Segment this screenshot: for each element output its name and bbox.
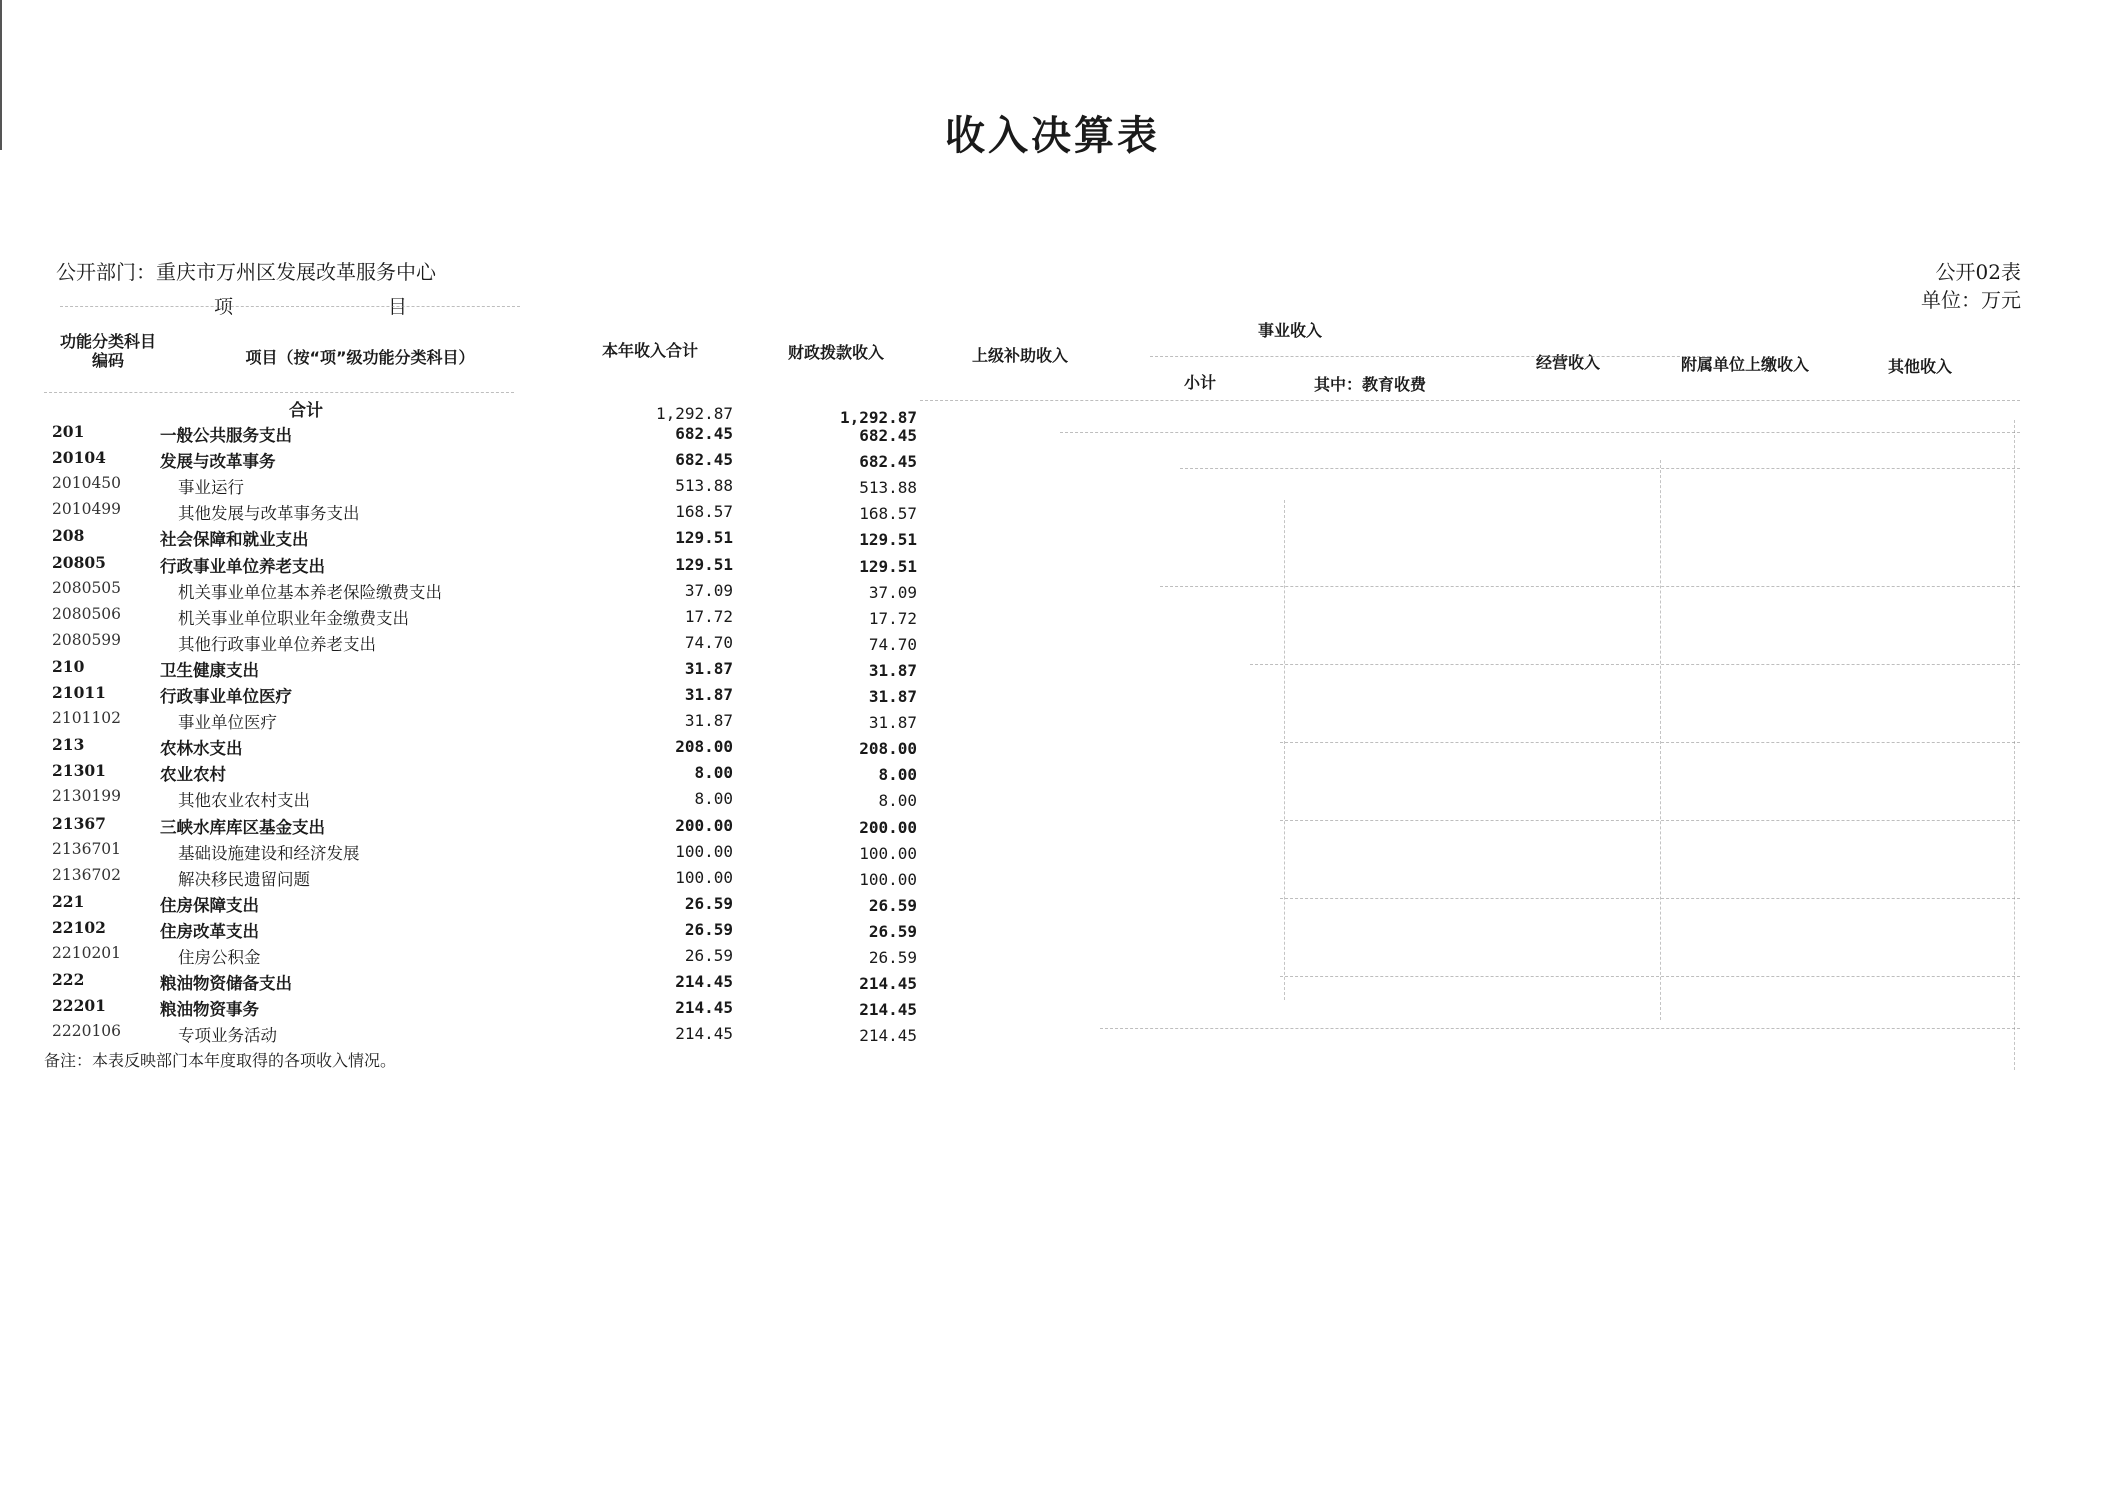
row-fiscal: 208.00 [859,739,917,759]
form-number: 公开02表 [1935,260,2021,284]
row-total: 168.57 [675,502,733,522]
row-code: 201 [52,422,85,441]
scan-line [1284,500,1285,1000]
row-name: 农业农村 [160,765,226,785]
scan-line [44,392,514,393]
row-total: 26.59 [684,893,733,913]
row-total: 31.87 [684,658,733,678]
row-code: 22201 [52,996,106,1016]
row-name: 机关事业单位基本养老保险缴费支出 [178,582,442,602]
header-other: 其他收入 [1887,357,1952,376]
row-fiscal: 214.45 [859,1026,917,1046]
row-code: 221 [52,891,85,911]
row-name: 发展与改革事务 [160,452,276,472]
row-name: 专项业务活动 [178,1026,277,1046]
scan-line [1180,468,2020,469]
total-row-fiscal: 1,292.87 [839,408,917,427]
scan-line [1160,586,2020,587]
row-name: 三峡水库库区基金支出 [160,817,325,837]
row-total: 8.00 [694,763,733,783]
row-name: 其他农业农村支出 [178,791,310,811]
row-code: 20104 [52,448,106,468]
row-fiscal: 100.00 [859,843,917,863]
row-fiscal: 682.45 [859,452,917,472]
row-total: 37.09 [684,580,733,600]
table-row [0,890,2105,916]
row-code: 2010499 [52,500,122,519]
row-name: 机关事业单位职业年金缴费支出 [178,608,409,628]
row-name: 事业单位医疗 [178,713,277,733]
row-fiscal: 26.59 [868,895,917,915]
row-total: 26.59 [684,919,733,939]
table-row [0,994,2105,1020]
row-fiscal: 8.00 [878,791,917,811]
row-fiscal: 200.00 [859,817,917,837]
row-name: 社会保障和就业支出 [160,530,309,550]
table-row [0,629,2105,655]
page-title: 收入决算表 [945,113,1160,159]
row-code: 2220106 [52,1022,122,1041]
row-name: 粮油物资储备支出 [160,974,292,994]
row-name: 解决移民遗留问题 [178,869,310,889]
row-name: 卫生健康支出 [160,660,259,680]
row-total: 8.00 [694,789,733,809]
table-row [0,681,2105,707]
table-row [0,551,2105,577]
row-fiscal: 74.70 [868,634,917,654]
row-fiscal: 26.59 [868,948,917,967]
header-code: 功能分类科目编码 [60,332,157,370]
footnote: 备注：本表反映部门本年度取得的各项收入情况。 [44,1051,397,1070]
header-item: 项目（按“项”级功能分类科目） [245,348,475,367]
row-code: 2080599 [52,630,122,649]
table-row [0,864,2105,890]
total-row-total: 1,292.87 [655,404,733,423]
row-code: 2010450 [52,474,122,493]
row-total: 513.88 [675,476,733,496]
scan-line [1280,976,2020,977]
header-subtotal: 小计 [1183,373,1216,392]
scan-line [1250,664,2020,665]
table-row [0,733,2105,759]
row-name: 住房改革支出 [160,921,259,941]
row-total: 129.51 [675,528,733,548]
row-total: 100.00 [675,841,733,861]
scan-line [1280,742,2020,743]
header-upper-subsidy: 上级补助收入 [971,346,1068,365]
row-code: 2210201 [52,944,122,962]
table-row [0,838,2105,864]
header-business: 事业收入 [1257,321,1322,340]
row-name: 基础设施建设和经济发展 [178,843,360,863]
row-fiscal: 129.51 [859,556,917,576]
header-total: 本年收入合计 [601,341,698,360]
row-total: 682.45 [675,424,733,443]
row-fiscal: 513.88 [859,478,917,498]
row-fiscal: 31.87 [868,713,917,733]
row-name: 住房保障支出 [160,895,259,915]
row-name: 粮油物资事务 [160,1000,259,1020]
scan-line [60,306,520,307]
row-code: 21301 [52,761,106,781]
total-row-label: 合计 [289,401,323,421]
row-fiscal: 168.57 [859,504,917,524]
row-code: 210 [52,656,85,676]
table-row [0,707,2105,733]
scan-line [1660,460,1661,1020]
row-total: 208.00 [675,737,733,757]
table-row [0,785,2105,811]
table-row [0,916,2105,942]
table-row [0,968,2105,994]
row-total: 17.72 [684,606,733,626]
row-total: 682.45 [675,450,733,470]
row-code: 21367 [52,813,106,833]
row-code: 2136701 [52,839,122,858]
row-code: 2080506 [52,604,122,623]
row-total: 129.51 [675,554,733,574]
row-code: 20805 [52,552,106,572]
row-fiscal: 37.09 [868,582,917,602]
scan-line [1060,432,2020,433]
table-row [0,472,2105,498]
table-row [0,498,2105,524]
project-label-char2: 目 [388,296,408,318]
row-fiscal: 31.87 [868,660,917,680]
header-operating: 经营收入 [1535,353,1600,372]
row-total: 214.45 [675,1024,733,1044]
row-name: 其他发展与改革事务支出 [178,504,360,524]
row-total: 31.87 [684,685,733,704]
scan-line [1280,820,2020,821]
row-total: 26.59 [684,946,733,965]
header-fiscal: 财政拨款收入 [787,343,884,362]
header-education: 其中：教育收费 [1313,375,1426,394]
header-affiliated: 附属单位上缴收入 [1680,355,1809,374]
department-label: 公开部门：重庆市万州区发展改革服务中心 [56,260,436,284]
row-code: 2080505 [52,578,122,597]
row-code: 213 [52,735,85,755]
table-row [0,1020,2105,1046]
row-name: 农林水支出 [160,739,243,759]
row-name: 事业运行 [178,478,244,498]
row-fiscal: 8.00 [878,765,917,785]
scan-line [1280,898,2020,899]
row-name: 其他行政事业单位养老支出 [178,634,376,654]
table-row [0,420,2105,446]
row-fiscal: 214.45 [859,1000,917,1020]
row-fiscal: 31.87 [868,687,917,706]
row-total: 31.87 [684,711,733,731]
table-row [0,577,2105,603]
table-row [0,759,2105,785]
row-total: 100.00 [675,867,733,887]
row-code: 208 [52,526,85,546]
row-total: 74.70 [684,632,733,652]
scan-line [1100,1028,2020,1029]
row-fiscal: 129.51 [859,530,917,550]
unit-label: 单位：万元 [1921,288,2021,312]
row-fiscal: 26.59 [868,921,917,941]
table-row [0,942,2105,968]
row-fiscal: 682.45 [859,426,917,445]
row-code: 22102 [52,917,106,937]
scan-line [2014,420,2015,1070]
row-name: 行政事业单位医疗 [160,687,292,706]
table-row [0,812,2105,838]
row-name: 住房公积金 [178,948,261,967]
row-code: 2130199 [52,787,122,806]
project-label-char1: 项 [214,296,234,318]
table-row [0,603,2105,629]
row-total: 214.45 [675,998,733,1018]
row-code: 2136702 [52,865,122,884]
row-fiscal: 214.45 [859,974,917,994]
scan-line [1150,356,1710,357]
table-row [0,655,2105,681]
row-code: 21011 [52,683,106,702]
row-fiscal: 100.00 [859,869,917,889]
row-fiscal: 17.72 [868,608,917,628]
row-total: 214.45 [675,972,733,992]
row-code: 2101102 [52,709,122,728]
row-name: 行政事业单位养老支出 [160,556,325,576]
row-code: 222 [52,970,85,990]
row-total: 200.00 [675,815,733,835]
row-name: 一般公共服务支出 [160,426,292,445]
table-row [0,524,2105,550]
scan-line [920,400,2020,401]
